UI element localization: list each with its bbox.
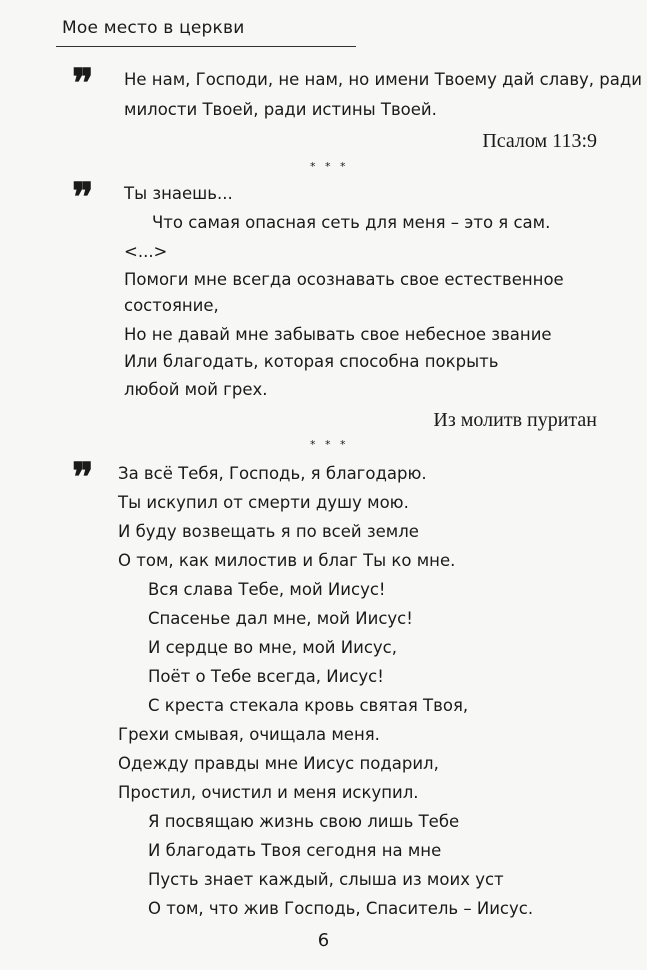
hymn-line: Грехи смывая, очищала меня. (118, 725, 380, 744)
quote-line: Помоги мне всегда осознавать свое естественное (124, 270, 564, 289)
hymn-line: Вся слава Тебе, мой Иисус! (148, 580, 386, 599)
hymn-line: Поёт о Тебе всегда, Иисус! (148, 667, 384, 686)
quote-mark-icon: ❞ (72, 454, 94, 501)
quote-line: любой мой грех. (124, 380, 268, 399)
hymn-line: И благодать Твоя сегодня на мне (148, 841, 442, 860)
hymn-line: И сердце во мне, мой Иисус, (148, 638, 397, 657)
quote-line: Ты знаешь... (124, 184, 233, 203)
hymn-line: С креста стекала кровь святая Твоя, (148, 696, 469, 715)
header-rule (56, 46, 356, 47)
page-number: 6 (317, 930, 330, 951)
section-separator: * * * (310, 438, 349, 451)
section-separator: * * * (310, 160, 349, 173)
quote-line: Что самая опасная сеть для меня – это я сам. (152, 213, 551, 232)
hymn-line: Одежду правды мне Иисус подарил, (118, 754, 439, 773)
quote-line: Не нам, Господи, не нам, но имени Твоему дай славу, ради (124, 70, 643, 89)
hymn-line: Спасенье дал мне, мой Иисус! (148, 609, 413, 628)
quote-line: Но не давай мне забывать свое небесное звание (124, 325, 552, 344)
running-header: Мое место в церкви (62, 18, 245, 38)
hymn-line: Пусть знает каждый, слыша из моих уст (148, 870, 504, 889)
hymn-line: Ты искупил от смерти душу мою. (118, 493, 409, 512)
hymn-line: Простил, очистил и меня искупил. (118, 783, 419, 802)
quote-source: Из молитв пуритан (433, 409, 597, 431)
hymn-line: За всё Тебя, Господь, я благодарю. (118, 464, 427, 483)
quote-mark-icon: ❞ (72, 174, 94, 221)
hymn-line: И буду возвещать я по всей земле (118, 522, 419, 541)
hymn-line: О том, что жив Господь, Спаситель – Иисус. (148, 899, 534, 918)
quote-line: милости Твоей, ради истины Твоей. (124, 100, 437, 119)
quote-line: Или благодать, которая способна покрыть (124, 352, 499, 371)
hymn-line: Я посвящаю жизнь свою лишь Тебе (148, 812, 460, 831)
quote-line: состояние, (124, 296, 219, 315)
hymn-line: О том, как милостив и благ Ты ко мне. (118, 551, 456, 570)
quote-line: <...> (124, 242, 168, 261)
quote-source: Псалом 113:9 (482, 130, 597, 152)
quote-mark-icon: ❞ (72, 60, 94, 107)
